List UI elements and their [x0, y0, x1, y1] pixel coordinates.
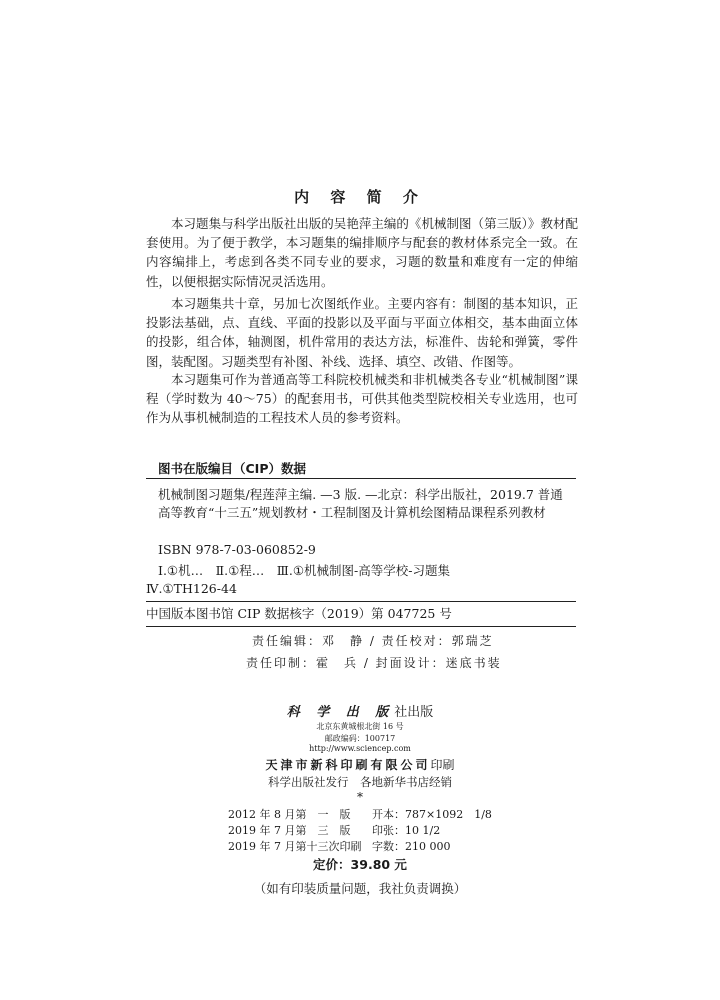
cip-heading: 图书在版编目（CIP）数据: [158, 461, 306, 476]
cip-description: 机械制图习题集/程莲萍主编. —3 版. —北京：科学出版社，2019.7 普通高等教育“十三五”规划教材・工程制图及计算机绘图精品课程系列教材: [158, 487, 563, 520]
edition-row-2-left: 2019 年 7 月第 三 版: [228, 824, 351, 837]
cip-bottom-rule: [146, 626, 576, 627]
printer-line: [0, 756, 720, 773]
credits-line-2: 责任印制：霍 兵 / 封面设计：迷底书装: [246, 656, 502, 670]
intro-paragraph-2: 本习题集共十章，另加七次图纸作业。主要内容有：制图的基本知识，正投影法基础，点、直线、平面的投影以及平面与平面立体相交，基本曲面立体的投影，组合体，轴测图，机件常用的表达方法，标准件、齿轮和弹簧，零件图，装配图。习题类型有补图、补线、选择、填空、改错、作图等。: [146, 296, 578, 369]
cip-classification-2: Ⅳ.①TH126-44: [146, 581, 237, 596]
cip-classification-1: Ⅰ.①机… Ⅱ.①程… Ⅲ.①机械制图-高等学校-习题集: [158, 563, 450, 578]
publisher-suffix: 社出版: [394, 705, 434, 720]
publisher-url: http://www.sciencep.com: [309, 744, 411, 753]
credits-line-1: 责任编辑：邓 静 / 责任校对：郭瑞芝: [252, 634, 494, 648]
publisher-logo-text: 科 学 出 版: [286, 705, 395, 720]
edition-row-1-left: 2012 年 8 月第 一 版: [228, 808, 351, 821]
cip-middle-rule: [146, 601, 576, 602]
page-title: 内 容 简 介: [294, 188, 426, 206]
separator-star: *: [357, 790, 363, 804]
intro-paragraph-3: 本习题集可作为普通高等工科院校机械类和非机械类各专业“机械制图”课程（学时数为 40～75）的配套用书，可供其他类型院校相关专业选用，也可作为从事机械制造的工程技术人员的参考资料。: [146, 372, 578, 426]
publisher-postcode: 邮政编码：100717: [324, 734, 396, 743]
distribution: 科学出版社发行 各地新华书店经销: [268, 775, 452, 789]
cip-top-rule: [146, 478, 576, 479]
edition-row-3-right: 字数：210 000: [372, 840, 451, 853]
edition-row-1-right: 开本：787×1092 1/8: [372, 808, 492, 821]
price: 定价：39.80 元: [313, 857, 407, 872]
publisher-name: [0, 701, 720, 720]
publisher-address: 北京东黄城根北街 16 号: [316, 722, 404, 731]
cip-verification: 中国版本图书馆 CIP 数据核字（2019）第 047725 号: [146, 606, 452, 621]
quality-notice: （如有印装质量问题，我社负责调换）: [253, 881, 467, 896]
edition-row-2-right: 印张：10 1/2: [372, 824, 441, 837]
intro-paragraph-1: 本习题集与科学出版社出版的吴艳萍主编的《机械制图（第三版）》教材配套使用。为了便于教学，本习题集的编排顺序与配套的教材体系完全一致。在内容编排上，考虑到各类不同专业的要求，习题的数量和难度有一定的伸缩性，以便根据实际情况灵活选用。: [146, 216, 578, 289]
printer-name: 天津市新科印刷有限公司: [265, 758, 431, 772]
printer-suffix: 印刷: [430, 758, 455, 772]
edition-row-3-left: 2019 年 7 月第十三次印刷: [228, 840, 362, 853]
cip-isbn: ISBN 978-7-03-060852-9: [158, 542, 316, 557]
